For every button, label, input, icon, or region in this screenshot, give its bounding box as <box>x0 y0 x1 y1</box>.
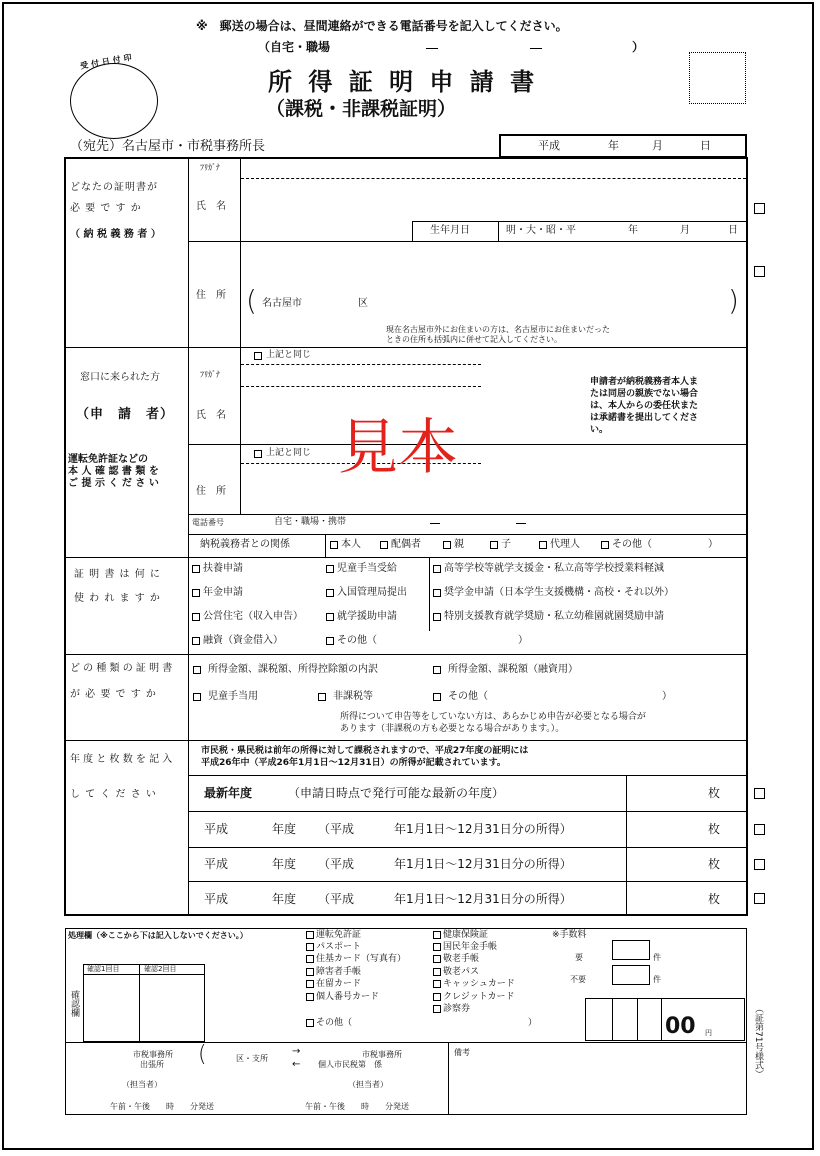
confirm-1-label: 確認1回目 <box>87 965 120 973</box>
purpose-public-housing-checkbox[interactable] <box>192 613 200 621</box>
contact-close: ） <box>632 40 645 54</box>
purpose-other-close: ） <box>518 635 528 646</box>
date-year: 年 <box>608 139 619 152</box>
address-bracket-left: ( <box>246 284 257 317</box>
relation-label: 納税義務者との関係 <box>200 539 290 550</box>
section-divider-purpose <box>65 557 747 558</box>
purpose-hs-support-label: 高等学校等就学支援金・私立高等学校授業料軽減 <box>444 563 664 574</box>
label-col-divider-years <box>188 741 189 915</box>
phone-dash-1 <box>430 523 440 524</box>
office-use-header: 処理欄（※ここから下は記入しないでください。） <box>68 931 248 940</box>
years-row-line-1 <box>189 775 747 776</box>
fee-not-required-unit: 件 <box>653 975 661 984</box>
fee-label: ※手数料 <box>552 930 587 940</box>
contact-dash-1 <box>426 48 438 49</box>
taxpayer-label-3: （ 納 税 義 務 者 ） <box>70 229 161 240</box>
office-bracket: ( <box>198 1042 207 1067</box>
applicant-address-same-label: 上記と同じ <box>266 448 312 458</box>
birth-year: 年 <box>628 225 638 236</box>
taxpayer-furigana-line <box>241 178 746 179</box>
relation-parent-label: 親 <box>454 539 464 550</box>
year-row-1-range: 年1月1日～12月31日分の所得） <box>394 822 572 836</box>
doc-medical-card-checkbox[interactable] <box>433 1005 441 1013</box>
birth-label: 生年月日 <box>430 225 470 236</box>
label-col-divider-top <box>188 158 189 557</box>
applicant-furigana-label: ﾌﾘｶﾞﾅ <box>200 370 220 379</box>
relation-child-label: 子 <box>501 539 511 550</box>
fee-amount-div-2 <box>637 998 638 1041</box>
address-ward: 区 <box>358 298 368 309</box>
confirm-column-label: 確認欄 <box>69 990 79 1017</box>
purpose-pension-checkbox[interactable] <box>192 589 200 597</box>
taxpayer-furigana-field[interactable] <box>242 160 746 177</box>
applicant-address-label: 住 所 <box>196 486 226 497</box>
taxpayer-name-check[interactable] <box>754 203 765 214</box>
fee-yen: 円 <box>705 1029 712 1037</box>
date-month: 月 <box>652 139 663 152</box>
doc-passport-checkbox[interactable] <box>306 943 314 951</box>
receipt-stamp-circle <box>70 63 158 139</box>
year-row-3-range: 年1月1日～12月31日分の所得） <box>394 892 572 906</box>
section-divider-cert-type <box>65 654 747 655</box>
year-row-1-era: 平成 <box>204 822 229 836</box>
phone-label: 電話番号 <box>192 518 224 527</box>
mail-notice: ※ 郵送の場合は、昼間連絡ができる電話番号を記入してください。 <box>196 19 568 33</box>
taxpayer-name-field[interactable] <box>242 180 746 220</box>
applicant-furigana-field[interactable] <box>242 366 480 385</box>
doc-cash-card-label: キャッシュカード <box>443 979 515 989</box>
office-left-branch: 出張所 <box>140 1060 164 1069</box>
taxpayer-furigana-label: ﾌﾘｶﾞﾅ <box>200 163 220 172</box>
birth-left-divider <box>412 221 413 241</box>
year-row-2-unit: 枚 <box>708 857 721 871</box>
address-bracket-right: ) <box>728 284 739 317</box>
years-label-1: 年 度 と 枚 数 を 記 入 <box>70 754 173 765</box>
doc-residence-card-checkbox[interactable] <box>306 980 314 988</box>
doc-juki-card-label: 住基カード（写真有） <box>316 954 407 964</box>
proxy-note-2: たは同居の親族でない場合 <box>590 389 699 399</box>
fee-amount-zeros: 00 <box>665 1014 696 1039</box>
purpose-hs-support-checkbox[interactable] <box>433 565 441 573</box>
doc-passport-label: パスポート <box>316 942 362 952</box>
years-row-line-2 <box>189 811 747 812</box>
id-note-2: 本 人 確 認 書 類 を <box>68 466 159 477</box>
purpose-immigration-checkbox[interactable] <box>326 589 334 597</box>
latest-year-check[interactable] <box>754 788 765 799</box>
cert-type-label-2: が 必 要 で す か <box>70 689 157 700</box>
applicant-name-label: 氏 名 <box>196 410 226 421</box>
doc-pension-book-label: 国民年金手帳 <box>443 942 498 952</box>
confirm-grid-header-line <box>83 974 205 975</box>
proxy-note-1: 申請者が納税義務者本人ま <box>590 377 699 387</box>
doc-my-number-label: 個人番号カード <box>316 992 380 1002</box>
doc-elder-pass-label: 敬老パス <box>443 967 480 977</box>
cert-loan-label: 所得金額、課税額（融資用） <box>448 664 578 675</box>
sample-watermark: 見本 <box>338 413 458 483</box>
taxpayer-label-1: どなたの証明書が <box>70 182 158 193</box>
cert-other-close: ） <box>662 691 672 702</box>
birth-label-divider <box>498 221 499 241</box>
relation-spouse-label: 配偶者 <box>391 539 421 550</box>
doc-drivers-license-checkbox[interactable] <box>306 931 314 939</box>
revenue-stamp-box <box>689 52 746 104</box>
latest-year-note: （申請日時点で発行可能な最新の年度） <box>288 786 505 800</box>
years-count-divider <box>626 775 627 915</box>
date-era: 平成 <box>538 139 560 152</box>
year-row-3-check[interactable] <box>754 893 765 904</box>
purpose-loan-label: 融資（資金借入） <box>203 635 283 646</box>
confirm-grid-divider <box>139 964 140 1042</box>
year-row-2-check[interactable] <box>754 859 765 870</box>
cert-type-label-divider <box>188 655 189 740</box>
applicant-label-2: （申 請 者） <box>76 407 175 422</box>
purpose-immigration-label: 入国管理局提出 <box>337 587 407 598</box>
birth-day: 日 <box>728 225 738 236</box>
year-row-3-year: 年度 <box>272 892 297 906</box>
purpose-child-allowance-label: 児童手当受給 <box>337 563 397 574</box>
doc-other-label: その他（ <box>316 1018 353 1028</box>
applicant-address-field[interactable] <box>242 465 746 513</box>
doc-insurance-checkbox[interactable] <box>433 931 441 939</box>
phone-bottom-line <box>189 534 747 535</box>
years-label-2: し て く だ さ い <box>70 789 157 800</box>
doc-other-checkbox[interactable] <box>306 1019 314 1027</box>
relation-agent-checkbox[interactable] <box>539 541 547 549</box>
doc-juki-card-checkbox[interactable] <box>306 955 314 963</box>
contact-dash-2 <box>530 48 542 49</box>
latest-year-label: 最新年度 <box>204 786 253 800</box>
doc-cash-card-checkbox[interactable] <box>433 980 441 988</box>
cert-note-2: あります（非課税の方も必要となる場合があります。）。 <box>340 724 565 734</box>
arrow-right-icon: → <box>292 1046 301 1057</box>
cert-child-allowance-checkbox[interactable] <box>193 693 201 701</box>
doc-elder-book-checkbox[interactable] <box>433 955 441 963</box>
year-row-1-paren: （平成 <box>318 822 355 836</box>
purpose-public-housing-label: 公営住宅（収入申告） <box>203 611 303 622</box>
purpose-label-divider <box>188 558 189 654</box>
year-row-2-paren: （平成 <box>318 857 355 871</box>
relation-other-checkbox[interactable] <box>601 541 609 549</box>
receipt-stamp-label: 受付日付印 <box>79 52 136 71</box>
purpose-school-aid-checkbox[interactable] <box>326 613 334 621</box>
cert-child-allowance-label: 児童手当用 <box>208 691 258 702</box>
cert-loan-checkbox[interactable] <box>433 666 441 674</box>
years-row-line-4 <box>189 881 747 882</box>
doc-medical-card-label: 診察券 <box>443 1004 471 1014</box>
address-city: 名古屋市 <box>262 298 302 309</box>
year-row-1-year: 年度 <box>272 822 297 836</box>
cert-note-1: 所得について申告等をしていない方は、あらかじめ申告が必要となる場合が <box>340 712 646 722</box>
date-day: 日 <box>700 139 711 152</box>
applicant-address-same-checkbox[interactable] <box>254 450 262 458</box>
fee-required-count-box[interactable] <box>612 940 650 960</box>
person-in-charge-left: （担当者） <box>122 1080 162 1089</box>
applicant-furigana-same-label: 上記と同じ <box>266 350 312 360</box>
taxpayer-address-check[interactable] <box>754 266 765 277</box>
purpose-label-1: 証 明 書 は 何 に <box>74 569 161 580</box>
applicant-name-bottom-line <box>189 444 747 445</box>
cert-breakdown-label: 所得金額、課税額、所得控除額の内訳 <box>208 664 378 675</box>
address-note-2: ときの住所も括弧内に併せて記入してください。 <box>386 335 562 344</box>
office-left-name: 市税事務所 <box>133 1050 173 1059</box>
doc-credit-card-checkbox[interactable] <box>433 993 441 1001</box>
cert-other-checkbox[interactable] <box>433 693 441 701</box>
relation-self-label: 本人 <box>341 539 361 550</box>
year-row-3-era: 平成 <box>204 892 229 906</box>
ward-branch-label: 区・支所 <box>236 1054 268 1063</box>
purpose-other-checkbox[interactable] <box>326 637 334 645</box>
taxpayer-address-label: 住 所 <box>196 290 226 301</box>
doc-elder-pass-checkbox[interactable] <box>433 968 441 976</box>
taxpayer-name-label: 氏 名 <box>196 201 226 212</box>
fee-not-required-count-box[interactable] <box>612 965 650 985</box>
purpose-school-aid-label: 就学援助申請 <box>337 611 397 622</box>
phone-dash-2 <box>516 523 526 524</box>
doc-disability-label: 障害者手帳 <box>316 967 362 977</box>
section-divider-applicant <box>65 347 747 348</box>
birth-eras[interactable]: 明・大・昭・平 <box>506 225 576 236</box>
proxy-note-3: は、本人からの委任状また <box>590 401 699 411</box>
doc-drivers-license-label: 運転免許証 <box>316 930 362 940</box>
phone-types[interactable]: 自宅・職場・携帯 <box>274 517 347 527</box>
arrow-left-icon: ← <box>292 1059 301 1070</box>
relation-agent-label: 代理人 <box>550 539 580 550</box>
confirm-grid <box>83 964 205 1042</box>
purpose-other-label: その他（ <box>337 635 377 646</box>
relation-other-label: その他（ <box>612 539 652 550</box>
cert-breakdown-checkbox[interactable] <box>193 666 201 674</box>
latest-year-count-field[interactable] <box>628 777 704 809</box>
field-label-col-divider <box>240 158 241 514</box>
fee-required-unit: 件 <box>653 953 661 962</box>
purpose-scholarship-checkbox[interactable] <box>433 589 441 597</box>
addressee: （宛先）名古屋市・市税事務所長 <box>70 139 266 154</box>
year-row-3-count-field[interactable] <box>628 883 704 913</box>
id-note-1: 運転免許証などの <box>68 454 148 465</box>
cert-non-taxable-label: 非課税等 <box>333 691 373 702</box>
confirm-2-label: 確認2回目 <box>144 965 177 973</box>
phone-top-line <box>189 514 747 515</box>
birth-bottom-line <box>189 241 747 242</box>
years-note-1: 市民税・県民税は前年の所得に対して課税されますので、平成27年度の証明には <box>201 746 529 756</box>
office-right-section: 個人市民税第 係 <box>318 1060 382 1069</box>
address-note-1: 現在名古屋市外にお住まいの方は、名古屋市にお住まいだった <box>386 325 610 334</box>
contact-label: （自宅・職場 <box>258 40 331 54</box>
purpose-loan-checkbox[interactable] <box>192 637 200 645</box>
year-row-1-check[interactable] <box>754 824 765 835</box>
remarks-label: 備考 <box>454 1048 470 1057</box>
purpose-scholarship-label: 奨学金申請（日本学生支援機構・高校・それ以外） <box>444 587 674 598</box>
purpose-dependent-label: 扶養申請 <box>203 563 243 574</box>
form-number: （証第71号様式） <box>753 1004 763 1079</box>
doc-residence-card-label: 在留カード <box>316 979 362 989</box>
cert-non-taxable-checkbox[interactable] <box>318 693 326 701</box>
year-row-2-count-field[interactable] <box>628 849 704 879</box>
applicant-furigana-same-checkbox[interactable] <box>254 352 262 360</box>
relation-other-close: ） <box>708 539 718 550</box>
purpose-label-2: 使 わ れ ま す か <box>74 593 161 604</box>
doc-elder-book-label: 敬老手帳 <box>443 954 480 964</box>
page-title: 所 得 証 明 申 請 書 <box>268 68 539 96</box>
person-in-charge-right: （担当者） <box>348 1080 388 1089</box>
doc-pension-book-checkbox[interactable] <box>433 943 441 951</box>
id-note-3: ご 提 示 く だ さ い <box>68 478 159 489</box>
applicant-same-line-1 <box>241 364 481 365</box>
doc-disability-checkbox[interactable] <box>306 968 314 976</box>
relation-parent-checkbox[interactable] <box>443 541 451 549</box>
relation-child-checkbox[interactable] <box>490 541 498 549</box>
cert-type-label-1: ど の 種 類 の 証 明 書 <box>70 663 173 674</box>
relation-spouse-checkbox[interactable] <box>380 541 388 549</box>
taxpayer-label-2: 必 要 で す か <box>70 203 142 214</box>
fee-amount-div-3 <box>661 998 662 1041</box>
purpose-child-allowance-checkbox[interactable] <box>326 565 334 573</box>
relation-self-checkbox[interactable] <box>330 541 338 549</box>
years-note-2: 平成26年中（平成26年1月1日～12月31日）の所得が記載されています。 <box>201 758 506 768</box>
latest-year-unit: 枚 <box>708 786 721 800</box>
office-right-name: 市税事務所 <box>362 1050 402 1059</box>
year-row-2-year: 年度 <box>272 857 297 871</box>
taxpayer-address-field[interactable] <box>262 260 722 316</box>
year-row-3-unit: 枚 <box>708 892 721 906</box>
doc-my-number-checkbox[interactable] <box>306 993 314 1001</box>
purpose-special-ed-checkbox[interactable] <box>433 613 441 621</box>
purpose-col3-divider <box>429 558 430 631</box>
purpose-dependent-checkbox[interactable] <box>192 565 200 573</box>
send-time-left: 午前・午後 時 分発送 <box>110 1102 214 1111</box>
purpose-special-ed-label: 特別支援教育就学奨励・私立幼稚園就園奨励申請 <box>444 611 664 622</box>
year-row-1-unit: 枚 <box>708 822 721 836</box>
cert-other-label: その他（ <box>448 691 488 702</box>
doc-insurance-label: 健康保険証 <box>443 930 489 940</box>
fee-amount-div-1 <box>612 998 613 1041</box>
office-remarks-divider <box>448 1042 449 1114</box>
year-row-2-era: 平成 <box>204 857 229 871</box>
page-subtitle: （課税・非課税証明） <box>266 98 457 120</box>
section-divider-years <box>65 740 747 741</box>
relation-divider <box>325 534 326 557</box>
send-time-right: 午前・午後 時 分発送 <box>305 1102 409 1111</box>
years-row-line-3 <box>189 847 747 848</box>
doc-credit-card-label: クレジットカード <box>443 992 515 1002</box>
applicant-furigana-line <box>241 386 481 387</box>
year-row-1-count-field[interactable] <box>628 813 704 845</box>
year-row-3-paren: （平成 <box>318 892 355 906</box>
purpose-pension-label: 年金申請 <box>203 587 243 598</box>
fee-required-label: 要 <box>575 953 583 962</box>
office-lower-line <box>66 1042 746 1043</box>
birth-top-line <box>412 221 747 222</box>
proxy-note-5: い。 <box>590 425 609 435</box>
year-row-2-range: 年1月1日～12月31日分の所得） <box>394 857 572 871</box>
birth-month: 月 <box>680 225 690 236</box>
doc-other-close: ） <box>528 1018 538 1028</box>
applicant-label-1: 窓口に来られた方 <box>80 372 160 383</box>
proxy-note-4: は承諾書を提出してくださ <box>590 413 699 423</box>
fee-not-required-label: 不要 <box>570 975 586 984</box>
